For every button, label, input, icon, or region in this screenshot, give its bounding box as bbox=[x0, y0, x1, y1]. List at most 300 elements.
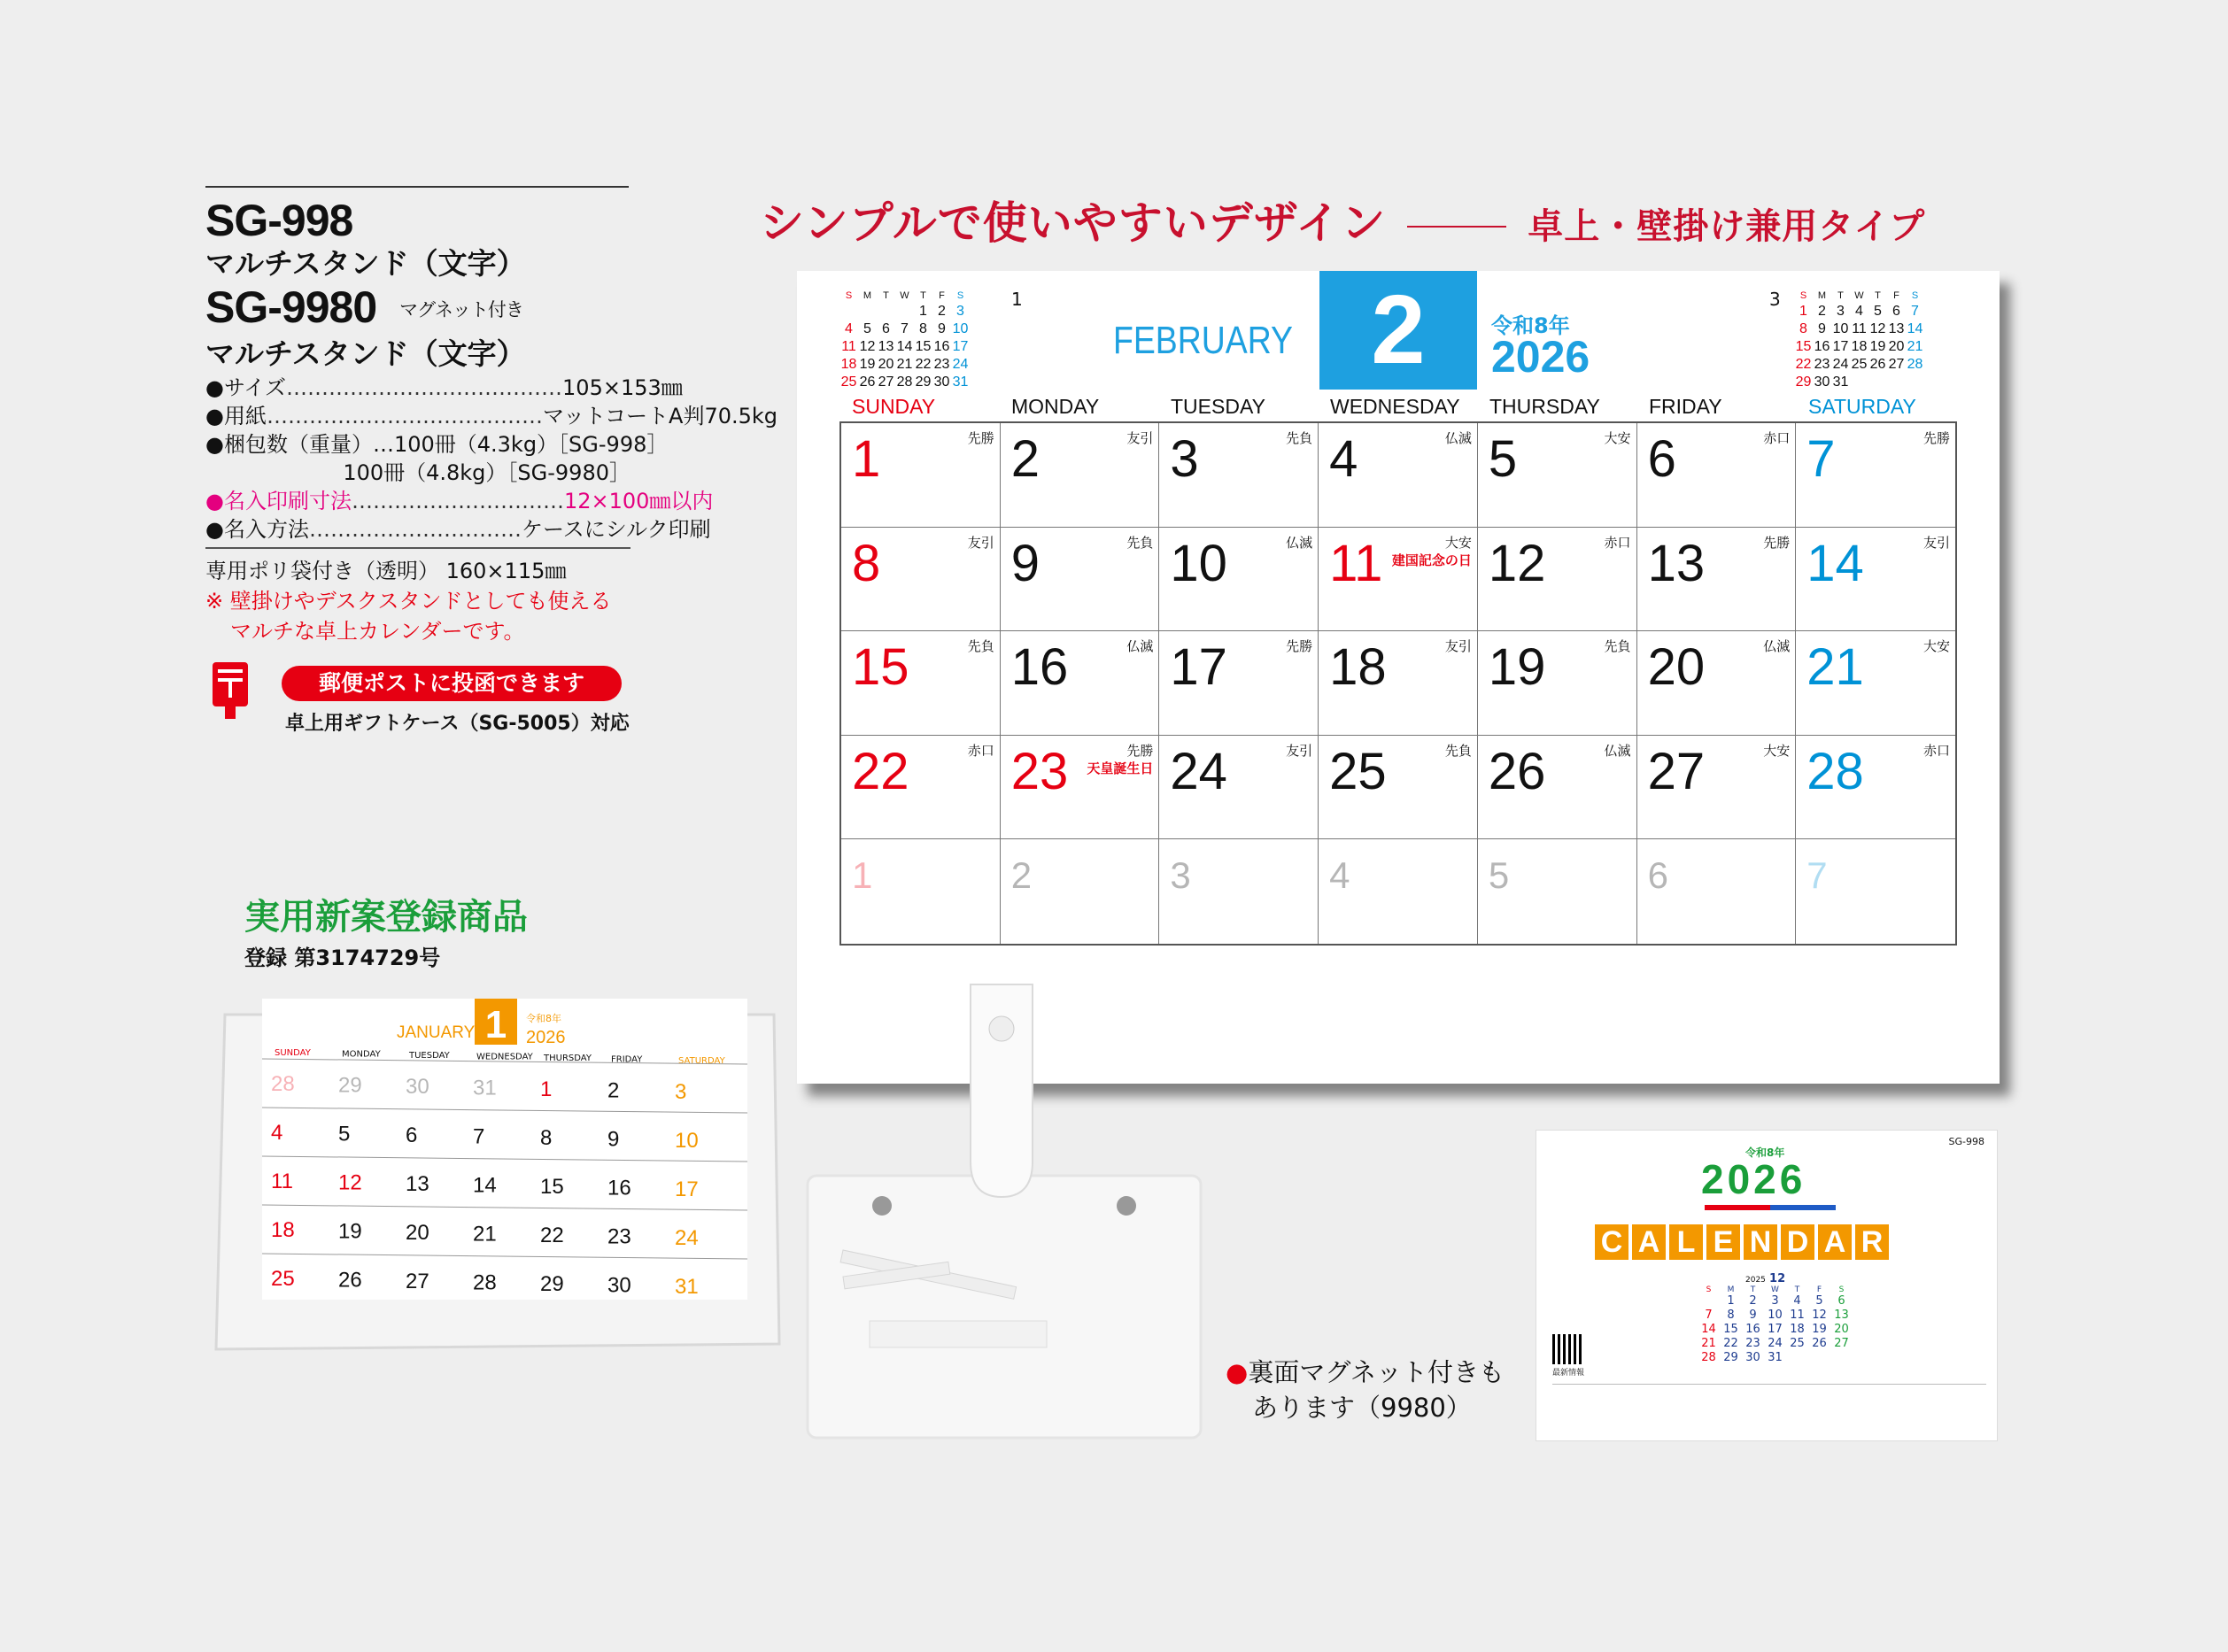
spec-line: ●用紙 ………………………………… マットコートA判70.5kg bbox=[205, 403, 778, 428]
day-cell bbox=[1319, 736, 1478, 840]
rokuyo-label: 友引 bbox=[1444, 638, 1472, 655]
day-cell bbox=[841, 736, 1001, 840]
desk-day: 19 bbox=[338, 1219, 362, 1244]
day-cell bbox=[1478, 423, 1637, 528]
day-cell bbox=[1796, 736, 1955, 840]
back-year: 2026 bbox=[1701, 1156, 1806, 1202]
bag-note: 専用ポリ袋付き（透明） 160×115㎜ bbox=[205, 558, 567, 583]
mini-weekday: S bbox=[1799, 290, 1807, 301]
day-number: 20 bbox=[1647, 638, 1706, 697]
back-day: 15 bbox=[1723, 1323, 1738, 1336]
mini-day: 12 bbox=[1869, 321, 1886, 336]
feature-note-1: ※ 壁掛けやデスクスタンドとしても使える bbox=[205, 588, 612, 614]
mini-day: 3 bbox=[1837, 304, 1845, 319]
day-cell bbox=[1796, 631, 1955, 736]
rokuyo-label: 赤口 bbox=[1604, 534, 1631, 551]
desk-day: 30 bbox=[406, 1075, 429, 1099]
feature-note-2: マルチな卓上カレンダーです。 bbox=[230, 618, 525, 644]
back-day: 21 bbox=[1701, 1337, 1716, 1350]
weekday-thursday: THURSDAY bbox=[1489, 395, 1600, 418]
weekday-sunday: SUNDAY bbox=[852, 395, 936, 418]
day-cell bbox=[1319, 839, 1478, 944]
back-day: 7 bbox=[1705, 1308, 1713, 1322]
day-number: 5 bbox=[1488, 430, 1518, 488]
back-day: 2 bbox=[1749, 1294, 1757, 1308]
spec-line: ●サイズ ………………………………… 105×153㎜ bbox=[205, 374, 683, 400]
day-cell bbox=[1637, 736, 1797, 840]
day-cell bbox=[841, 839, 1001, 944]
desk-day: 15 bbox=[540, 1175, 564, 1199]
clear-holder-photo bbox=[808, 984, 1201, 1438]
rokuyo-label: 先勝 bbox=[1763, 534, 1791, 551]
desk-day: 23 bbox=[607, 1224, 631, 1249]
letter-tile: N bbox=[1744, 1224, 1777, 1260]
mini-day: 1 bbox=[1799, 304, 1807, 319]
day-number: 1 bbox=[852, 854, 873, 897]
back-day: 25 bbox=[1790, 1337, 1805, 1350]
back-mini-calendar: 2025 12 S M T W T F S 1 2 3 4 5 6 7 8 9 10 11 12 13 14 15 16 17 18 19 20 21 22 23 24 25 26 27 28 29 30 31 bbox=[1698, 1272, 1853, 1365]
mini-day: 16 bbox=[1814, 339, 1830, 354]
product-name-2: マルチスタンド（文字） bbox=[205, 336, 526, 371]
desk-day: 16 bbox=[607, 1176, 631, 1200]
mini-weekday: W bbox=[1854, 290, 1864, 301]
day-cell bbox=[1796, 528, 1955, 632]
weekday-saturday: SATURDAY bbox=[1808, 395, 1916, 418]
post-badge: 郵便ポストに投函できます bbox=[282, 666, 622, 701]
desk-day: 30 bbox=[607, 1273, 631, 1298]
back-day bbox=[1698, 1294, 1720, 1308]
mini-day: 23 bbox=[1814, 357, 1830, 372]
desk-day: 28 bbox=[271, 1072, 295, 1096]
back-day: 4 bbox=[1793, 1294, 1801, 1308]
mini-day bbox=[1868, 374, 1887, 391]
calendar-page bbox=[797, 271, 2000, 1084]
day-cell bbox=[1478, 631, 1637, 736]
letter-tile: A bbox=[1632, 1224, 1666, 1260]
weekday-monday: MONDAY bbox=[1011, 395, 1100, 418]
day-cell bbox=[1159, 839, 1319, 944]
day-number: 7 bbox=[1806, 430, 1836, 488]
desk-day: 20 bbox=[406, 1221, 429, 1245]
back-day: 6 bbox=[1837, 1294, 1845, 1308]
desk-day: 29 bbox=[338, 1073, 362, 1098]
desk-day: 7 bbox=[473, 1124, 485, 1149]
mini-day: 27 bbox=[1888, 357, 1905, 372]
rokuyo-label: 先負 bbox=[1286, 430, 1313, 446]
dash-divider bbox=[1407, 226, 1506, 228]
mini-day: 28 bbox=[1907, 357, 1923, 372]
day-number: 24 bbox=[1170, 742, 1227, 800]
desk-day: 6 bbox=[406, 1123, 418, 1147]
day-number: 28 bbox=[1806, 742, 1864, 800]
desk-day: 9 bbox=[607, 1127, 620, 1152]
desk-day: 12 bbox=[338, 1170, 362, 1195]
weekday-header bbox=[839, 395, 1955, 419]
weekday-wednesday: WEDNESDAY bbox=[1330, 395, 1460, 418]
mini-day: 26 bbox=[859, 374, 876, 390]
day-cell bbox=[1796, 423, 1955, 528]
mini-day: 27 bbox=[878, 374, 894, 390]
day-number: 16 bbox=[1010, 638, 1069, 697]
rokuyo-label: 先勝 bbox=[1922, 430, 1950, 446]
desk-day: 10 bbox=[675, 1129, 699, 1153]
spec-lines bbox=[205, 374, 778, 459]
desk-day: 1 bbox=[540, 1077, 553, 1101]
rokuyo-label: 仏滅 bbox=[1444, 430, 1472, 446]
back-weekday: M bbox=[1727, 1285, 1735, 1294]
mini-day: 20 bbox=[1888, 339, 1905, 354]
back-day: 31 bbox=[1768, 1351, 1783, 1364]
day-number: 7 bbox=[1806, 854, 1828, 897]
mini-day: 10 bbox=[952, 321, 969, 336]
headline: シンプルで使いやすいデザイン 卓上・壁掛け兼用タイプ bbox=[760, 197, 1926, 249]
desk-day: 3 bbox=[675, 1080, 687, 1104]
rokuyo-label: 友引 bbox=[1286, 742, 1313, 759]
mini-day: 7 bbox=[1911, 304, 1919, 319]
day-number: 15 bbox=[852, 638, 909, 697]
desk-day: 21 bbox=[473, 1222, 497, 1247]
day-number: 12 bbox=[1488, 534, 1546, 592]
mini-day: 21 bbox=[896, 357, 913, 372]
day-number: 4 bbox=[1329, 430, 1358, 488]
mini-weekday: M bbox=[1817, 290, 1827, 301]
mini-day: 22 bbox=[915, 357, 932, 372]
desk-day: 5 bbox=[338, 1122, 351, 1146]
spec-line: ●梱包数（重量）… 100冊（4.3kg）［SG-998］ bbox=[205, 431, 669, 457]
rokuyo-label: 仏滅 bbox=[1763, 638, 1791, 655]
back-day bbox=[1808, 1351, 1830, 1365]
day-number: 17 bbox=[1170, 638, 1227, 697]
day-number: 2 bbox=[1010, 430, 1040, 488]
mini-day bbox=[1906, 374, 1924, 391]
mini-day: 21 bbox=[1907, 339, 1923, 354]
day-cell bbox=[1796, 839, 1955, 944]
day-cell bbox=[1637, 423, 1797, 528]
back-day: 17 bbox=[1768, 1323, 1783, 1336]
mini-day: 4 bbox=[1855, 304, 1863, 319]
back-day: 8 bbox=[1727, 1308, 1735, 1322]
desk-day: 13 bbox=[406, 1172, 429, 1196]
mini-day: 30 bbox=[1814, 374, 1830, 390]
mini-day: 18 bbox=[840, 357, 857, 372]
mini-day: 12 bbox=[859, 339, 876, 354]
day-cell bbox=[1159, 631, 1319, 736]
desk-day: 22 bbox=[540, 1224, 564, 1247]
day-number: 6 bbox=[1647, 854, 1668, 897]
desk-year: 2026 bbox=[526, 1028, 566, 1047]
rokuyo-label: 先負 bbox=[967, 638, 994, 655]
mini-weekday: F bbox=[1893, 290, 1899, 301]
desk-stand-photo bbox=[216, 999, 779, 1349]
mini-day: 1 bbox=[919, 304, 927, 319]
holiday-label: 建国記念の日 bbox=[1391, 552, 1472, 568]
back-day: 12 bbox=[1812, 1308, 1827, 1322]
rokuyo-label: 先負 bbox=[1126, 534, 1154, 551]
red-bar bbox=[1705, 1205, 1770, 1210]
letter-tile: L bbox=[1669, 1224, 1703, 1260]
rokuyo-label: 赤口 bbox=[1922, 742, 1950, 759]
day-number: 19 bbox=[1488, 638, 1546, 697]
back-day: 11 bbox=[1790, 1308, 1805, 1322]
mini-day bbox=[1850, 374, 1868, 391]
day-number: 10 bbox=[1170, 534, 1227, 592]
day-number: 1 bbox=[852, 430, 881, 488]
divider bbox=[205, 186, 629, 188]
magnet-note: ●裏面マグネット付きも あります（9980） bbox=[1226, 1357, 1505, 1423]
letter-tile: C bbox=[1595, 1224, 1628, 1260]
mini-day: 14 bbox=[896, 339, 913, 354]
qr-label: 最新情報 bbox=[1552, 1369, 1585, 1378]
spec-print-method: ●名入方法 ………………………… ケースにシルク印刷 bbox=[205, 516, 711, 542]
mini-day: 30 bbox=[933, 374, 950, 390]
next-month-label: 3 bbox=[1769, 289, 1781, 310]
back-day: 16 bbox=[1745, 1323, 1760, 1336]
mini-day: 24 bbox=[1832, 357, 1849, 372]
mini-calendar-prev bbox=[839, 289, 970, 391]
rokuyo-label: 先負 bbox=[1604, 638, 1631, 655]
mini-day: 17 bbox=[952, 339, 969, 354]
back-day: 30 bbox=[1745, 1351, 1760, 1364]
back-day: 13 bbox=[1834, 1308, 1849, 1322]
back-weekday: F bbox=[1816, 1285, 1822, 1294]
mini-day: 9 bbox=[938, 321, 946, 336]
desk-day: 25 bbox=[271, 1267, 295, 1291]
mini-day bbox=[1887, 374, 1906, 391]
day-cell bbox=[1319, 631, 1478, 736]
desk-weekday: THURSDAY bbox=[544, 1054, 592, 1063]
desk-weekday: TUESDAY bbox=[409, 1051, 450, 1061]
mini-day: 11 bbox=[1852, 321, 1867, 336]
back-era-year: 令和8年 bbox=[1745, 1146, 1785, 1159]
mini-day: 13 bbox=[1888, 321, 1905, 336]
back-day: 26 bbox=[1812, 1337, 1827, 1350]
mini-day: 16 bbox=[933, 339, 950, 354]
mini-weekday: M bbox=[863, 290, 872, 301]
mini-day: 19 bbox=[1869, 339, 1886, 354]
back-day: 29 bbox=[1723, 1351, 1738, 1364]
rokuyo-label: 大安 bbox=[1922, 638, 1950, 655]
rokuyo-label: 仏滅 bbox=[1126, 638, 1154, 655]
mini-weekday: S bbox=[845, 290, 853, 301]
mini-day: 5 bbox=[1874, 304, 1882, 319]
back-day: 5 bbox=[1815, 1294, 1823, 1308]
back-weekday: T bbox=[1794, 1285, 1800, 1294]
day-cell bbox=[1637, 839, 1797, 944]
year: 2026 bbox=[1491, 332, 1590, 382]
day-cell bbox=[1001, 631, 1160, 736]
day-cell bbox=[1478, 528, 1637, 632]
desk-day: 28 bbox=[473, 1270, 497, 1295]
day-number: 14 bbox=[1806, 534, 1864, 592]
desk-day: 31 bbox=[473, 1076, 497, 1100]
day-cell bbox=[1001, 528, 1160, 632]
desk-day: 17 bbox=[675, 1177, 699, 1201]
back-day: 24 bbox=[1768, 1337, 1783, 1350]
mini-day bbox=[858, 303, 877, 320]
day-number: 5 bbox=[1488, 854, 1510, 897]
product-code-2: SG-9980 マグネット付き bbox=[205, 282, 523, 332]
mini-day: 26 bbox=[1869, 357, 1886, 372]
desk-month-name: JANUARY bbox=[397, 1023, 476, 1042]
back-day: 14 bbox=[1701, 1323, 1716, 1336]
day-number: 18 bbox=[1329, 638, 1387, 697]
back-weekday: W bbox=[1771, 1285, 1779, 1294]
desk-weekday: MONDAY bbox=[342, 1049, 381, 1060]
day-cell bbox=[1478, 839, 1637, 944]
day-cell bbox=[1319, 528, 1478, 632]
mini-day bbox=[877, 303, 895, 320]
date-grid bbox=[839, 421, 1957, 946]
rokuyo-label: 友引 bbox=[967, 534, 994, 551]
mini-day: 6 bbox=[1892, 304, 1900, 319]
mini-weekday: S bbox=[1911, 290, 1919, 301]
mini-day: 4 bbox=[845, 321, 853, 336]
mini-day: 23 bbox=[933, 357, 950, 372]
magnet-tag: マグネット付き bbox=[399, 299, 523, 320]
product-code-1: SG-998 bbox=[205, 196, 353, 245]
mini-weekday: T bbox=[1875, 290, 1881, 301]
back-weekday: S bbox=[1706, 1285, 1712, 1294]
day-number: 3 bbox=[1170, 430, 1199, 488]
divider bbox=[205, 547, 630, 549]
back-product-code: SG-998 bbox=[1948, 1136, 1984, 1147]
day-number: 21 bbox=[1806, 638, 1864, 697]
mini-weekday: W bbox=[900, 290, 909, 301]
day-cell bbox=[1001, 736, 1160, 840]
back-day: 23 bbox=[1745, 1337, 1760, 1350]
letter-tile: A bbox=[1818, 1224, 1852, 1260]
rokuyo-label: 仏滅 bbox=[1286, 534, 1313, 551]
back-day bbox=[1786, 1351, 1808, 1365]
mini-day: 9 bbox=[1818, 321, 1826, 336]
day-number: 23 bbox=[1010, 742, 1069, 800]
mini-calendar-next bbox=[1794, 289, 1924, 391]
calendar-back bbox=[1536, 1130, 1998, 1441]
day-number: 2 bbox=[1010, 854, 1033, 897]
day-cell bbox=[1001, 839, 1160, 944]
day-number: 4 bbox=[1329, 854, 1350, 897]
mini-weekday: T bbox=[883, 290, 889, 301]
desk-day: 8 bbox=[540, 1126, 553, 1150]
mini-day: 15 bbox=[1795, 339, 1812, 354]
back-day: 20 bbox=[1834, 1323, 1849, 1336]
prev-month-label: 1 bbox=[1011, 289, 1023, 310]
back-day: 22 bbox=[1723, 1337, 1738, 1350]
mini-day: 2 bbox=[938, 304, 946, 319]
desk-day: 18 bbox=[271, 1218, 295, 1242]
day-number: 8 bbox=[852, 534, 881, 592]
mini-weekday: T bbox=[920, 290, 926, 301]
day-cell bbox=[1637, 631, 1797, 736]
desk-weekday: WEDNESDAY bbox=[476, 1052, 533, 1062]
desk-era-year: 令和8年 bbox=[526, 1013, 561, 1024]
back-day: 28 bbox=[1701, 1351, 1716, 1364]
day-cell bbox=[1478, 736, 1637, 840]
back-day: 10 bbox=[1768, 1308, 1783, 1322]
day-number: 11 bbox=[1329, 534, 1383, 592]
mini-day: 18 bbox=[1851, 339, 1868, 354]
qr-code bbox=[1552, 1334, 1582, 1364]
mini-day: 25 bbox=[840, 374, 857, 390]
day-number: 13 bbox=[1647, 534, 1706, 592]
day-cell bbox=[841, 631, 1001, 736]
day-cell bbox=[1319, 423, 1478, 528]
mini-day: 31 bbox=[1832, 374, 1849, 390]
back-weekday: T bbox=[1750, 1285, 1756, 1294]
letter-tile: R bbox=[1855, 1224, 1889, 1260]
rokuyo-label: 先勝 bbox=[1126, 742, 1154, 759]
month-number: 2 bbox=[1319, 271, 1477, 390]
day-number: 26 bbox=[1488, 742, 1546, 800]
letter-tile: D bbox=[1781, 1224, 1814, 1260]
back-day: 27 bbox=[1834, 1337, 1849, 1350]
calendar-letter-tiles bbox=[1595, 1224, 1889, 1260]
mini-day: 24 bbox=[952, 357, 969, 372]
desk-day: 24 bbox=[675, 1226, 699, 1250]
mini-day: 31 bbox=[952, 374, 969, 390]
mini-day: 8 bbox=[1799, 321, 1807, 336]
utility-model-title: 実用新案登録商品 bbox=[244, 897, 528, 938]
desk-day: 31 bbox=[675, 1275, 699, 1299]
mini-day: 5 bbox=[863, 321, 871, 336]
back-day: 1 bbox=[1727, 1294, 1735, 1308]
back-weekday: S bbox=[1838, 1285, 1845, 1294]
back-day: 19 bbox=[1812, 1323, 1827, 1336]
blue-bar bbox=[1770, 1205, 1836, 1210]
mini-day: 15 bbox=[915, 339, 932, 354]
rokuyo-label: 赤口 bbox=[967, 742, 994, 759]
rokuyo-label: 友引 bbox=[1126, 430, 1154, 446]
mini-day: 13 bbox=[878, 339, 894, 354]
day-cell bbox=[1159, 736, 1319, 840]
day-cell bbox=[841, 528, 1001, 632]
rokuyo-label: 大安 bbox=[1444, 534, 1472, 551]
mini-day: 11 bbox=[841, 339, 856, 354]
back-day bbox=[1830, 1351, 1853, 1365]
desk-weekday: SUNDAY bbox=[275, 1048, 311, 1058]
mini-day: 10 bbox=[1832, 321, 1849, 336]
spec-pack-2: 100冊（4.8kg）［SG-9980］ bbox=[343, 459, 630, 485]
day-cell bbox=[1001, 423, 1160, 528]
month-name: FEBRUARY bbox=[1113, 319, 1293, 362]
mini-day: 29 bbox=[915, 374, 932, 390]
weekday-tuesday: TUESDAY bbox=[1171, 395, 1265, 418]
registration-number: 登録 第3174729号 bbox=[244, 946, 441, 970]
mini-day: 28 bbox=[896, 374, 913, 390]
mini-day: 7 bbox=[901, 321, 909, 336]
holiday-label: 天皇誕生日 bbox=[1087, 760, 1154, 776]
product-spec bbox=[205, 186, 778, 646]
day-number: 3 bbox=[1170, 854, 1191, 897]
mini-day: 14 bbox=[1907, 321, 1923, 336]
desk-day: 11 bbox=[271, 1170, 293, 1193]
era-year: 令和8年 bbox=[1491, 313, 1570, 338]
mini-day: 6 bbox=[882, 321, 890, 336]
day-cell bbox=[841, 423, 1001, 528]
rokuyo-label: 先勝 bbox=[1286, 638, 1313, 655]
mini-day: 22 bbox=[1795, 357, 1812, 372]
mini-day: 2 bbox=[1818, 304, 1826, 319]
desk-day: 4 bbox=[271, 1121, 283, 1145]
product-name-1: マルチスタンド（文字） bbox=[205, 246, 526, 281]
back-day: 9 bbox=[1749, 1308, 1757, 1322]
day-number: 6 bbox=[1647, 430, 1676, 488]
day-cell bbox=[1159, 423, 1319, 528]
rokuyo-label: 仏滅 bbox=[1604, 742, 1631, 759]
mini-day: 3 bbox=[956, 304, 964, 319]
rokuyo-label: 大安 bbox=[1763, 742, 1791, 759]
back-day: 18 bbox=[1790, 1323, 1805, 1336]
